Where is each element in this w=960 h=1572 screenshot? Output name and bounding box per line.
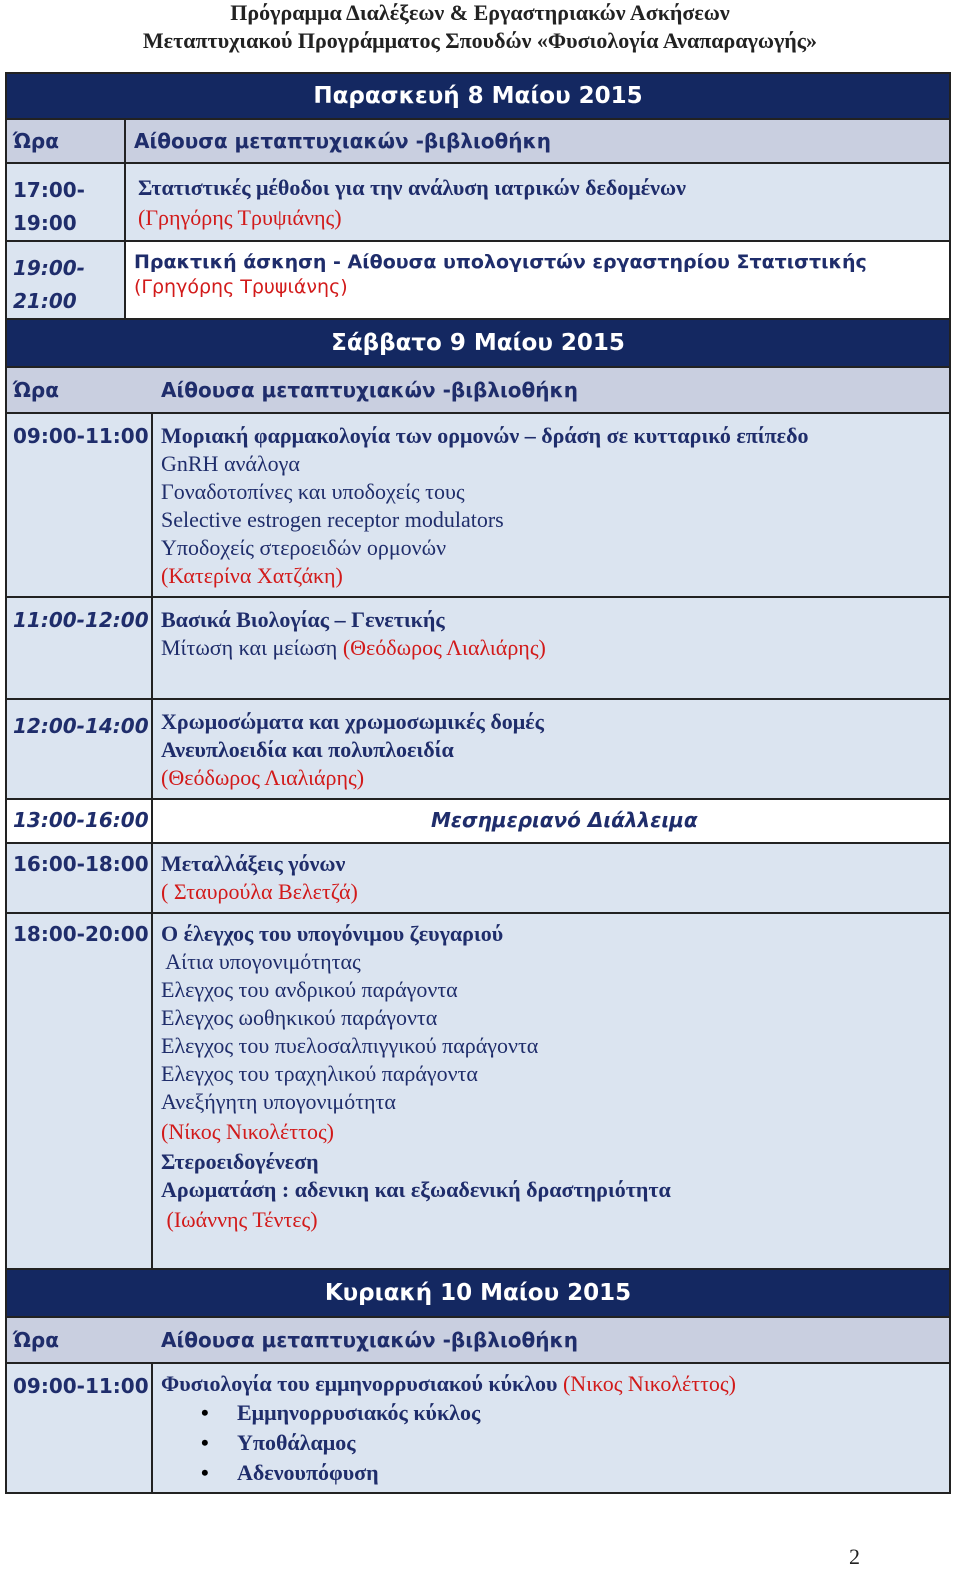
topic-line: Υποδοχείς στεροειδών ορμονών bbox=[161, 535, 447, 560]
time-slot: 09:00-11:00 bbox=[7, 414, 153, 596]
speaker-name: (Θεόδωρος Λιαλιάρης) bbox=[161, 765, 365, 790]
lecture-title: Χρωμοσώματα και χρωμοσωμικές δομές bbox=[161, 709, 544, 734]
time-start: 17:00- bbox=[13, 178, 85, 202]
time-slot: 11:00-12:00 bbox=[7, 598, 153, 698]
speaker-name: (Θεόδωρος Λιαλιάρης) bbox=[342, 635, 546, 660]
lecture-title: Φυσιολογία του εμμηνορρυσιακού κύκλου bbox=[161, 1371, 558, 1396]
room-column-label: Αίθουσα μεταπτυχιακών -βιβλιοθήκη bbox=[134, 129, 551, 153]
speaker-name: (Ιωάννης Τέντες) bbox=[161, 1207, 318, 1232]
speaker-name: (Νικος Νικολέττος) bbox=[562, 1371, 736, 1396]
topic-line: Ελεγχος του τραχηλικού παράγοντα bbox=[161, 1061, 478, 1086]
lecture-title: Ο έλεγχος του υπογόνιμου ζευγαριού bbox=[161, 921, 504, 946]
time-end: 19:00 bbox=[13, 211, 77, 235]
topic-line: Selective estrogen receptor modulators bbox=[161, 507, 504, 532]
table-row bbox=[7, 842, 949, 912]
lecture-title: Μοριακή φαρμακολογία των ορμονών – δράση σε κυτταρικό επίπεδο bbox=[161, 423, 809, 448]
topic-line: Αίτια υπογονιμότητας bbox=[161, 949, 361, 974]
doc-title-line1: Πρόγραμμα Διαλέξεων & Εργαστηριακών Ασκήσεων bbox=[230, 0, 730, 25]
schedule-friday bbox=[5, 72, 951, 320]
lecture-title: Στεροειδογένεση bbox=[161, 1149, 319, 1174]
topic-line: Ελεγχος ωοθηκικού παράγοντα bbox=[161, 1005, 438, 1030]
lecture-title: Στατιστικές μέθοδοι για την ανάλυση ιατρικών δεδομένων bbox=[138, 175, 686, 200]
hour-column-label: Ώρα bbox=[13, 1328, 59, 1352]
time-end: 21:00 bbox=[13, 289, 77, 313]
topic-line: Μίτωση και μείωση bbox=[161, 635, 338, 660]
speaker-name: (Κατερίνα Χατζάκη) bbox=[161, 563, 343, 588]
hour-column-label: Ώρα bbox=[7, 120, 126, 162]
room-column-label: Αίθουσα μεταπτυχιακών -βιβλιοθήκη bbox=[161, 378, 578, 402]
list-item: • Αδενουπόφυση bbox=[201, 1460, 379, 1485]
time-slot: 09:00-11:00 bbox=[7, 1364, 153, 1492]
table-row bbox=[7, 698, 949, 798]
schedule-sunday bbox=[5, 1268, 951, 1494]
lunch-break-label: Μεσημεριανό Διάλλειμα bbox=[431, 808, 698, 832]
table-row bbox=[7, 1362, 949, 1492]
lecture-title: Πρακτική άσκηση - Αίθουσα υπολογιστών εργαστηρίου Στατιστικής bbox=[134, 251, 867, 273]
table-row bbox=[7, 240, 949, 318]
table-row bbox=[7, 912, 949, 1268]
topic-line: Γοναδοτοπίνες και υποδοχείς τους bbox=[161, 479, 465, 504]
speaker-name: (Γρηγόρης Τρυψιάνης) bbox=[138, 205, 342, 230]
table-row bbox=[7, 162, 949, 240]
time-slot: 18:00-20:00 bbox=[7, 914, 153, 1268]
day-header-sunday: Κυριακή 10 Μαίου 2015 bbox=[7, 1270, 949, 1316]
list-item: • Υποθάλαμος bbox=[201, 1430, 356, 1455]
day-header-saturday: Σάββατο 9 Μαίου 2015 bbox=[7, 320, 949, 366]
time-slot: 13:00-16:00 bbox=[7, 800, 153, 842]
table-row bbox=[7, 412, 949, 596]
time-slot: 16:00-18:00 bbox=[7, 844, 153, 912]
speaker-name: (Νίκος Νικολέττος) bbox=[161, 1119, 334, 1144]
column-header-row bbox=[7, 366, 949, 412]
time-start: 19:00- bbox=[13, 256, 85, 280]
time-slot: 12:00-14:00 bbox=[7, 700, 153, 798]
page-number: 2 bbox=[849, 1544, 860, 1569]
topic-line: Ελεγχος του πυελοσαλπιγγικού παράγοντα bbox=[161, 1033, 539, 1058]
speaker-name: ( Σταυρούλα Βελετζά) bbox=[161, 879, 358, 904]
list-item: • Εμμηνορρυσιακός κύκλος bbox=[201, 1400, 481, 1425]
topic-list bbox=[161, 1398, 949, 1488]
topic-line: Ανεξήγητη υπογονιμότητα bbox=[161, 1089, 396, 1114]
topic-line: Ελεγχος του ανδρικού παράγοντα bbox=[161, 977, 458, 1002]
topic-line: GnRH ανάλογα bbox=[161, 451, 300, 476]
hour-column-label: Ώρα bbox=[13, 378, 59, 402]
table-row bbox=[7, 798, 949, 842]
column-header-row bbox=[7, 118, 949, 162]
day-header-friday: Παρασκευή 8 Μαίου 2015 bbox=[7, 74, 949, 118]
table-row bbox=[7, 596, 949, 698]
lecture-title: Μεταλλάξεις γόνων bbox=[161, 851, 346, 876]
room-column-label: Αίθουσα μεταπτυχιακών -βιβλιοθήκη bbox=[161, 1328, 578, 1352]
speaker-name: (Γρηγόρης Τρυψιάνης) bbox=[134, 276, 348, 298]
doc-title-line2: Μεταπτυχιακού Προγράμματος Σπουδών «Φυσιολογία Αναπαραγωγής» bbox=[142, 28, 818, 53]
lecture-title: Αρωματάση : αδενικη και εξωαδενική δραστηριότητα bbox=[161, 1177, 671, 1202]
lecture-title: Ανευπλοειδία και πολυπλοειδία bbox=[161, 737, 454, 762]
lecture-title: Βασικά Βιολογίας – Γενετικής bbox=[161, 607, 445, 632]
column-header-row bbox=[7, 1316, 949, 1362]
schedule-saturday bbox=[5, 318, 951, 1270]
